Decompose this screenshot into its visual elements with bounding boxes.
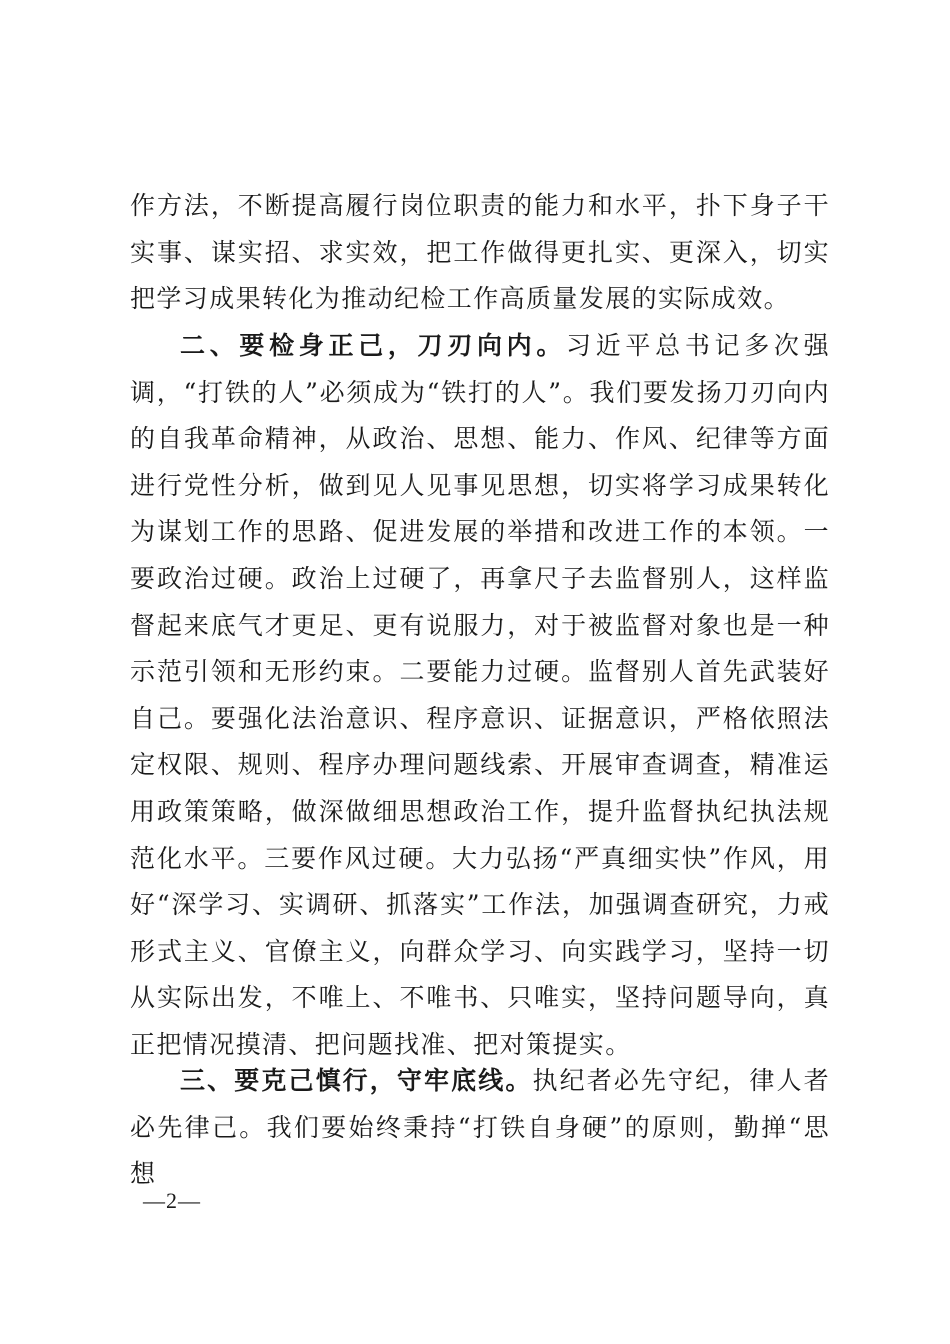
section-heading: 二、要检身正己，刀刃向内。	[180, 331, 567, 360]
paragraph-section-two	[130, 323, 830, 1069]
page-number: —2—	[143, 1188, 201, 1213]
paragraph-body: 习近平总书记多次强调，“打铁的人”必须成为“铁打的人”。我们要发扬刀刃向内的自我革命精神，从政治、思想、能力、作风、纪律等方面进行党性分析，做到见人见事见思想，切实将学习成果转化为谋划工作的思路、促进发展的举措和改进工作的本领。一要政治过硬。政治上过硬了，再拿尺子去监督别人，这样监督起来底气才更足、更有说服力，对于被监督对象也是一种示范引领和无形约束。二要能力过硬。监督别人首先武装好自己。要强化法治意识、程序意识、证据意识，严格依照法定权限、规则、程序办理问题线索、开展审查调查，精准运用政策策略，做深做细思想政治工作，提升监督执纪执法规范化水平。三要作风过硬。大力弘扬“严真细实快”作风，用好“深学习、实调研、抓落实”工作法，加强调查研究，力戒形式主义、官僚主义，向群众学习、向实践学习，坚持一切从实际出发，不唯上、不唯书、只唯实，坚持问题导向，真正把情况摸清、把问题找准、把对策提实。	[130, 331, 831, 1059]
paragraph-body: 执纪者必先守纪，律人者必先律己。我们要始终秉持“打铁自身硬”的原则，勤掸“思想	[130, 1066, 830, 1189]
paragraph-section-three	[130, 1058, 830, 1198]
section-heading: 三、要克己慎行，守牢底线。	[180, 1066, 533, 1095]
paragraph-continuation	[130, 183, 830, 323]
paragraph-body: 作方法，不断提高履行岗位职责的能力和水平，扑下身子干实事、谋实招、求实效，把工作做得更扎实、更深入，切实把学习成果转化为推动纪检工作高质量发展的实际成效。	[130, 191, 830, 314]
